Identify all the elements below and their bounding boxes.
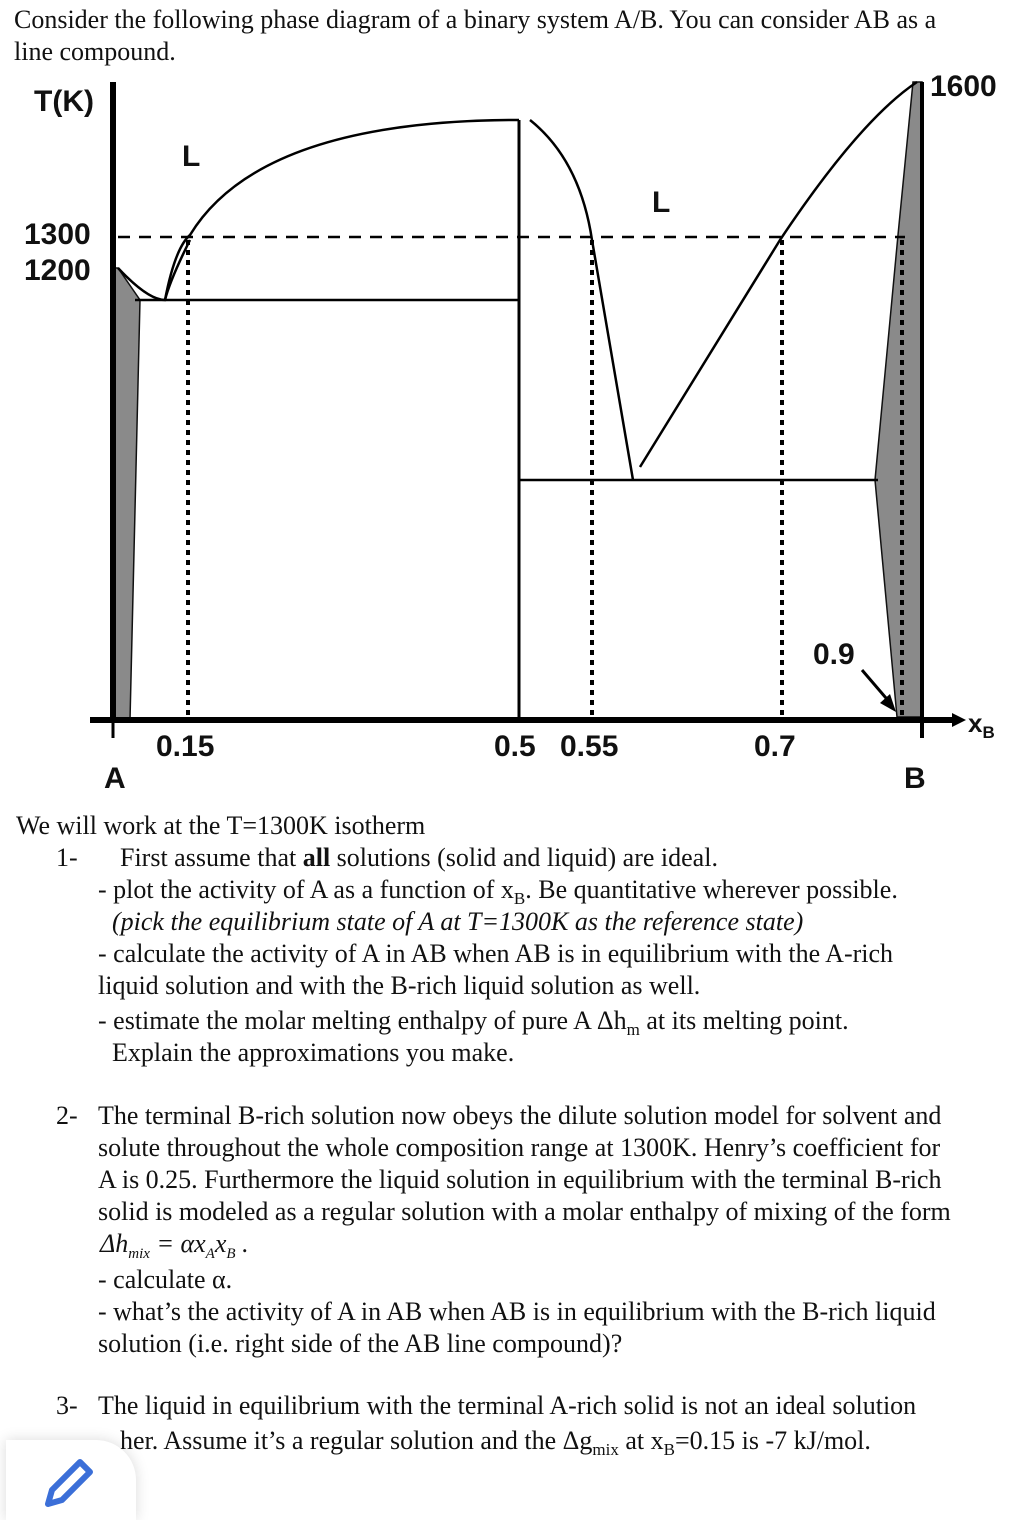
problem-intro [14,4,1014,68]
q1-line-7: Explain the approximations you make. [112,1038,515,1067]
q1-line-3: (pick the equilibrium state of A at T=1300K as the reference state) [112,907,804,936]
q2-equation: $\Delta h_{mix} = \alpha x_Ax_B$ . [100,1229,249,1263]
tick-label-1200: 1200 [24,254,91,287]
end-label-b: B [904,762,926,795]
q2-line-5: - calculate α. [98,1265,233,1294]
q1-line-5: liquid solution and with the B-rich liquid solution as well. [98,971,701,1000]
edit-button[interactable] [6,1440,136,1520]
a-side-liquidus [118,120,519,300]
q3-line-1: The liquid in equilibrium with the terminal A-rich solid is not an ideal solution [98,1391,917,1420]
x-axis-arrowhead [952,713,966,727]
tick-label-1300: 1300 [24,218,91,251]
q2-line-1: The terminal B-rich solution now obeys the dilute solution model for solvent and [98,1101,942,1130]
q2-line-2: solute throughout the whole composition range at 1300K. Henry’s coefficient for [98,1133,941,1162]
b-rich-solid-region [875,82,922,717]
q2-line-6: - what’s the activity of A in AB when AB is in equilibrium with the B-rich liquid [98,1297,936,1326]
pencil-icon [38,1454,98,1514]
b-side-liquidus [640,82,917,467]
y-axis-label: T(K) [34,85,94,118]
q3-line-2: her. Assume it’s a regular solution and the $\Delta g_{mix}$ at $x_B=0.15$ is -7 kJ/mol. [120,1426,871,1460]
region-label-liquid-right: L [652,186,671,219]
tick-label-0.15: 0.15 [156,730,215,763]
intro-line-1: Consider the following phase diagram of a binary system A/B. You can consider AB as a [14,5,937,34]
ab-right-liquidus [530,120,633,480]
q2-line-3: A is 0.25. Furthermore the liquid solution in equilibrium with the terminal B-rich [98,1165,942,1194]
q1-line-2: - plot the activity of A as a function of $x_B$. Be quantitative wherever possible. [98,875,898,909]
q1-line-4: - calculate the activity of A in AB when AB is in equilibrium with the A-rich [98,939,894,968]
q2-line-7: solution (i.e. right side of the AB line compound)? [98,1329,623,1358]
intro-line-2: line compound. [14,37,176,66]
end-label-a: A [104,762,126,795]
phase-diagram [0,70,1028,810]
a-rich-solid-region [113,268,140,720]
tick-label-0.55: 0.55 [560,730,619,763]
tick-label-0.7: 0.7 [754,730,796,763]
tick-label-0.9: 0.9 [813,638,855,671]
x-axis-label: $x_B$ [968,708,995,743]
q1-line-6: - estimate the molar melting enthalpy of pure A $\Delta h_m$ at its melting point. [98,1006,849,1040]
region-label-liquid-left: L [182,140,201,173]
question-2-number: 2- [56,1101,78,1130]
q1-line-1: First assume that all solutions (solid and liquid) are ideal. [120,843,718,872]
question-3-number: 3- [56,1391,78,1420]
tick-label-1600: 1600 [930,70,997,103]
q2-line-4: solid is modeled as a regular solution with a molar enthalpy of mixing of the form [98,1197,951,1226]
isotherm-statement: We will work at the T=1300K isotherm [16,811,426,840]
tick-label-0.5: 0.5 [494,730,536,763]
question-1-number: 1- [56,843,78,872]
pointer-arrowhead [880,694,896,712]
